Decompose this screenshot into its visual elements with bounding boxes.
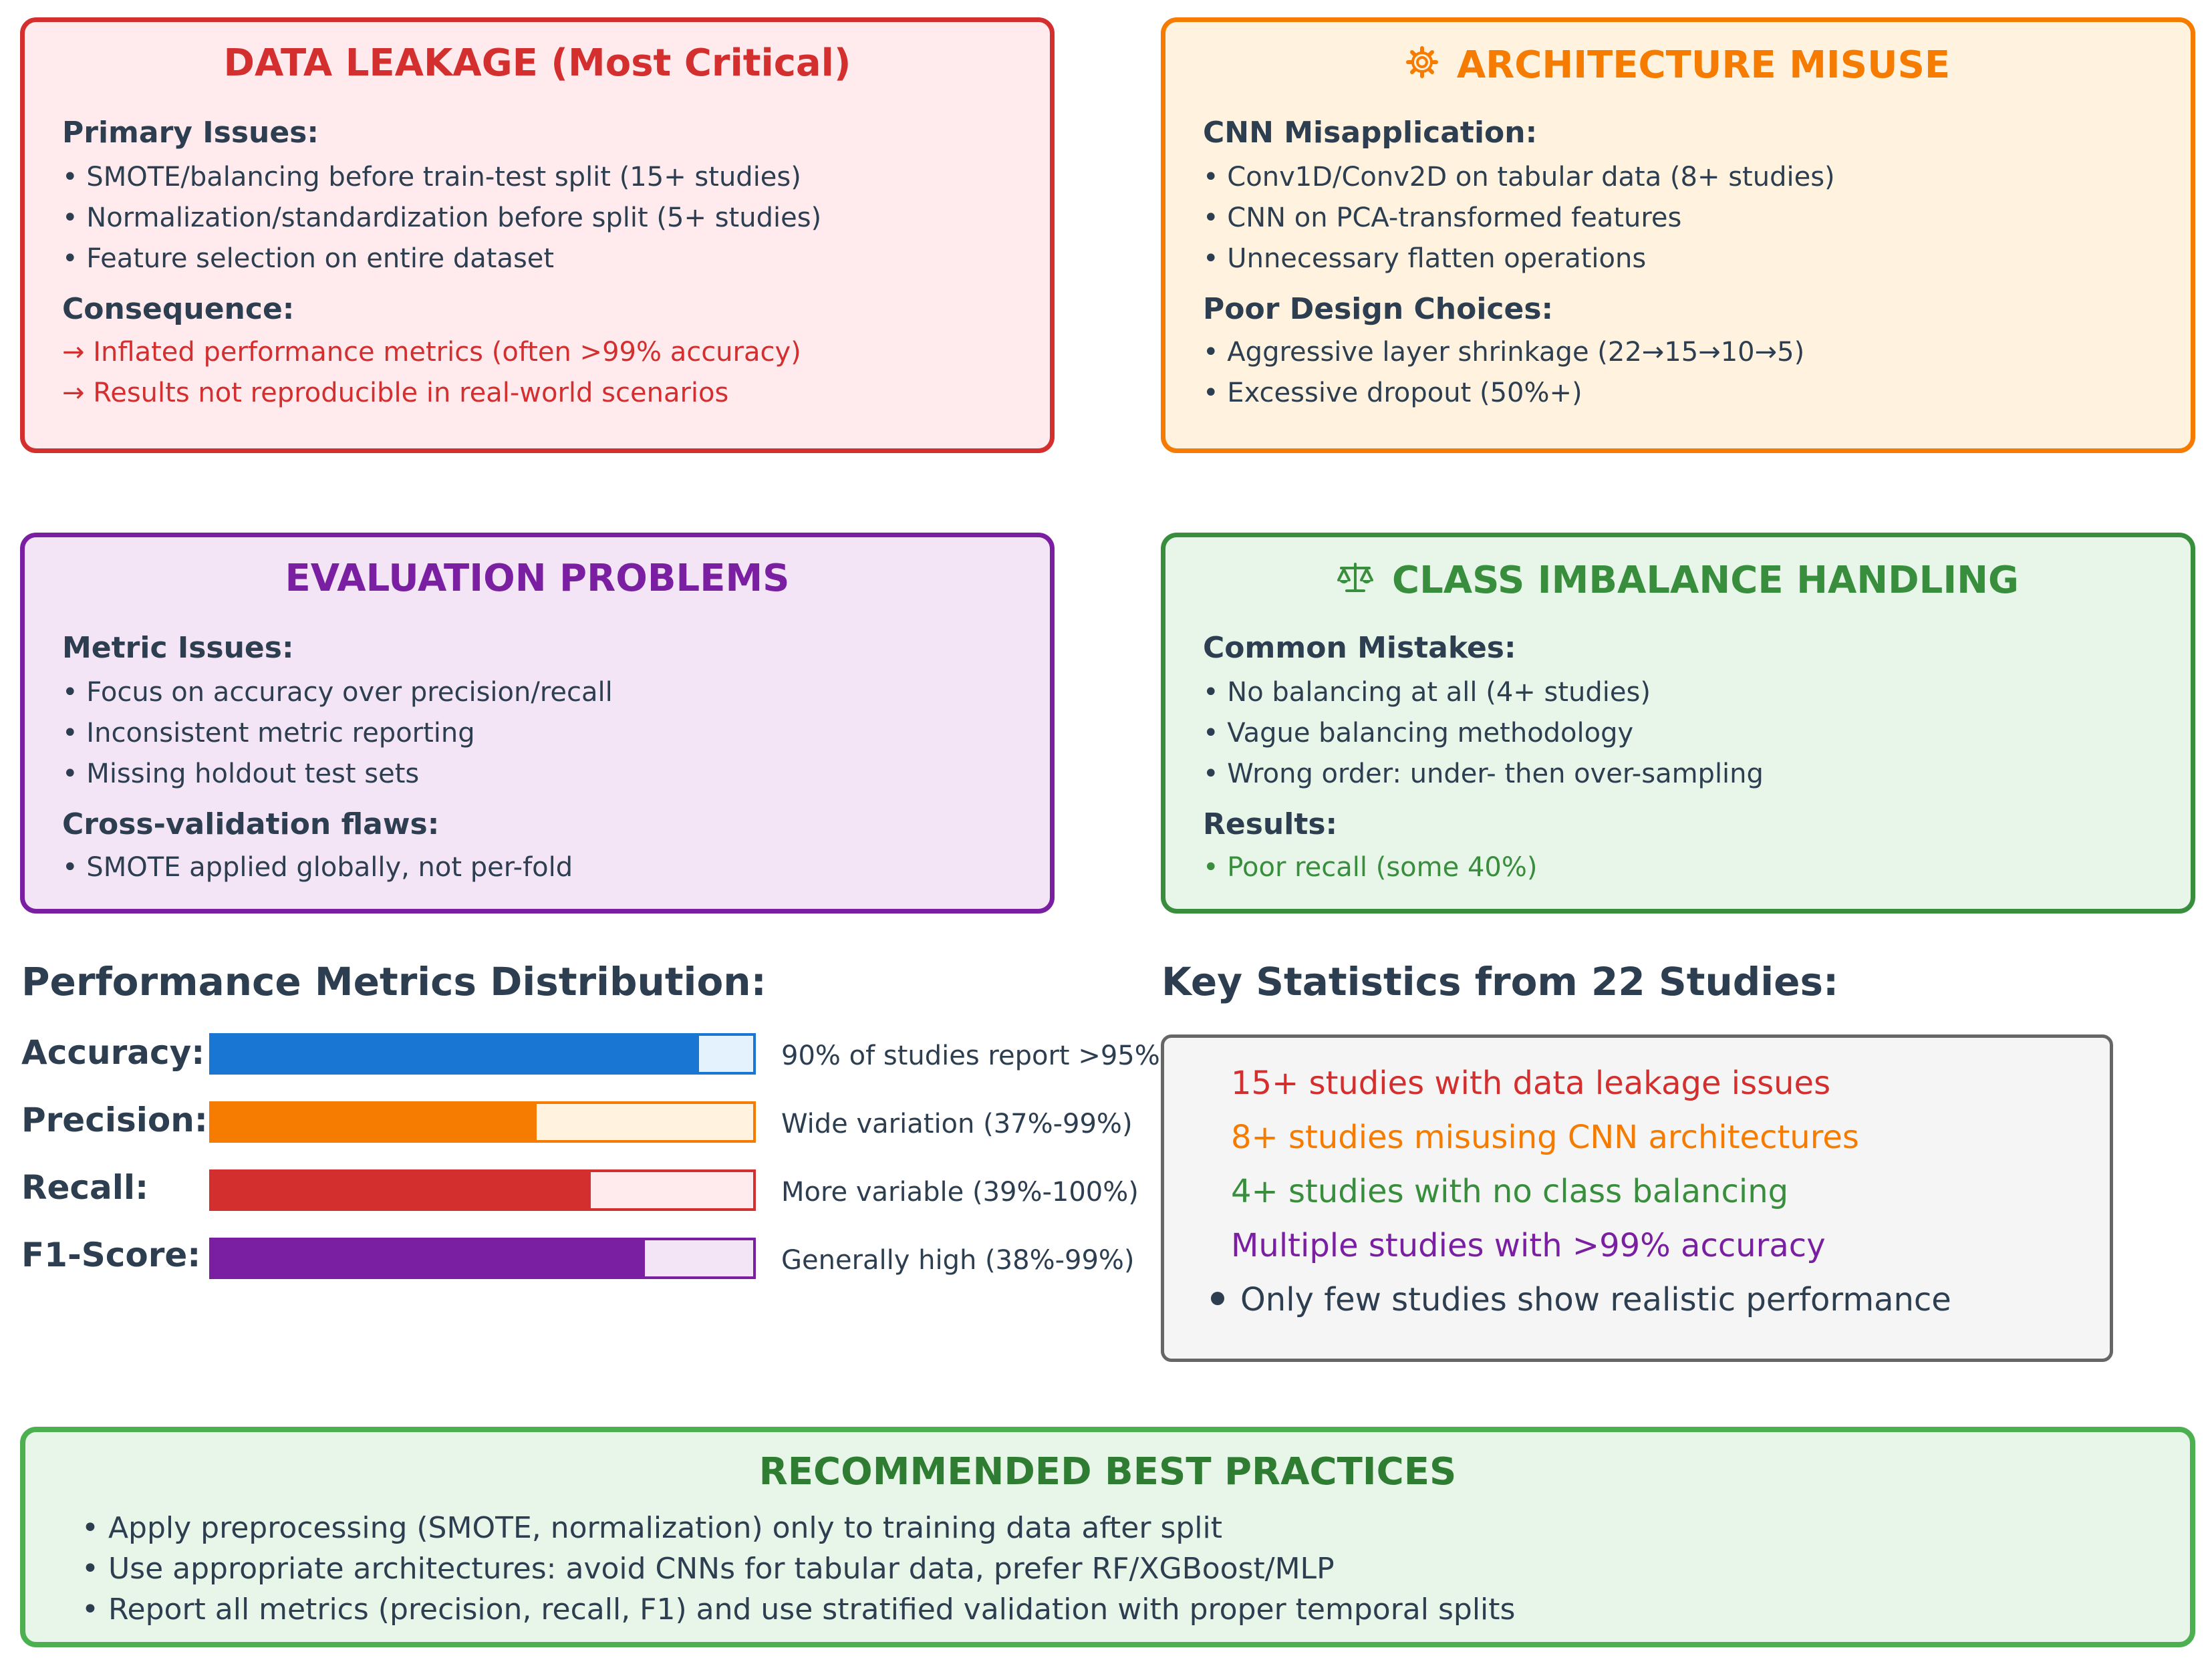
metric-bar-fill [212,1104,537,1140]
metric-bar-fill [212,1172,591,1208]
metric-note-precision: Wide variation (37%-99%) [781,1109,1133,1139]
metric-bar-fill [212,1036,699,1072]
stat-line: 8+ studies misusing CNN architectures [1231,1119,1859,1156]
class-imbalance-panel [1161,533,2195,914]
stat-line: 4+ studies with no class balancing [1231,1173,1789,1210]
metric-bar-fill [212,1240,645,1276]
stat-line: 15+ studies with data leakage issues [1231,1065,1831,1102]
key-statistics-box [1161,1034,2113,1362]
list-item: • Normalization/standardization before split (5+ studies) [62,202,822,233]
key-statistics-heading: Key Statistics from 22 Studies: [1161,959,1839,1004]
list-item: • Feature selection on entire dataset [62,243,555,274]
list-item: • Conv1D/Conv2D on tabular data (8+ studies) [1203,162,1835,192]
metric-note-accuracy: 90% of studies report >95% [781,1040,1160,1071]
common-mistakes-heading: Common Mistakes: [1203,631,1516,665]
results-heading: Results: [1203,807,1338,841]
stat-line: Only few studies show realistic performance [1240,1281,1951,1318]
list-item: • Report all metrics (precision, recall, F1) and use stratified validation with proper temporal splits [82,1592,1516,1627]
results-item: • Poor recall (some 40%) [1203,852,1538,883]
bullet-dot-icon [1211,1292,1224,1305]
list-item: • Focus on accuracy over precision/recall [62,677,613,708]
metric-bar-f1 [209,1238,756,1279]
list-item: • SMOTE applied globally, not per-fold [62,852,573,883]
list-item: • No balancing at all (4+ studies) [1203,677,1651,708]
list-item: • Aggressive layer shrinkage (22→15→10→5) [1203,337,1805,368]
metric-note-f1: Generally high (38%-99%) [781,1245,1135,1276]
architecture-title: ARCHITECTURE MISUSE [1456,43,1951,87]
cross-validation-heading: Cross-validation flaws: [62,807,440,841]
metric-bar-precision [209,1101,756,1143]
consequence-item: → Results not reproducible in real-world scenarios [62,378,729,408]
class-imbalance-title-row [1165,560,2191,600]
metric-label-precision: Precision: [21,1101,208,1139]
stat-line: Multiple studies with >99% accuracy [1231,1227,1826,1264]
list-item: • Vague balancing methodology [1203,718,1634,748]
list-item: • Use appropriate architectures: avoid CNNs for tabular data, prefer RF/XGBoost/MLP [82,1552,1335,1586]
list-item: • CNN on PCA-transformed features [1203,202,1682,233]
metric-bar-recall [209,1169,756,1211]
poor-design-heading: Poor Design Choices: [1203,292,1554,326]
architecture-misuse-panel [1161,17,2195,453]
evaluation-problems-panel [20,533,1055,914]
metric-issues-heading: Metric Issues: [62,631,294,665]
best-practices-panel [20,1427,2195,1647]
data-leakage-title: DATA LEAKAGE (Most Critical) [223,41,851,85]
cnn-misapplication-heading: CNN Misapplication: [1203,116,1538,150]
metric-label-recall: Recall: [21,1168,149,1207]
performance-metrics-heading: Performance Metrics Distribution: [21,959,767,1004]
list-item: • Excessive dropout (50%+) [1203,378,1582,408]
list-item: • Missing holdout test sets [62,758,420,789]
metric-note-recall: More variable (39%-100%) [781,1177,1139,1208]
list-item: • SMOTE/balancing before train-test split (15+ studies) [62,162,801,192]
scales-icon [1337,561,1373,600]
consequence-item: → Inflated performance metrics (often >99% accuracy) [62,337,801,368]
gear-icon [1406,46,1438,85]
metric-label-f1: F1-Score: [21,1236,201,1274]
primary-issues-heading: Primary Issues: [62,116,319,150]
data-leakage-panel [20,17,1055,453]
architecture-title-row [1165,45,2191,85]
metric-label-accuracy: Accuracy: [21,1033,205,1072]
list-item: • Inconsistent metric reporting [62,718,475,748]
class-imbalance-title: CLASS IMBALANCE HANDLING [1392,558,2019,602]
evaluation-title: EVALUATION PROBLEMS [285,557,790,600]
consequence-heading: Consequence: [62,292,295,326]
list-item: • Wrong order: under- then over-sampling [1203,758,1764,789]
metric-bar-accuracy [209,1033,756,1075]
list-item: • Unnecessary flatten operations [1203,243,1647,274]
list-item: • Apply preprocessing (SMOTE, normalization) only to training data after split [82,1511,1222,1545]
best-practices-title: RECOMMENDED BEST PRACTICES [758,1450,1457,1494]
